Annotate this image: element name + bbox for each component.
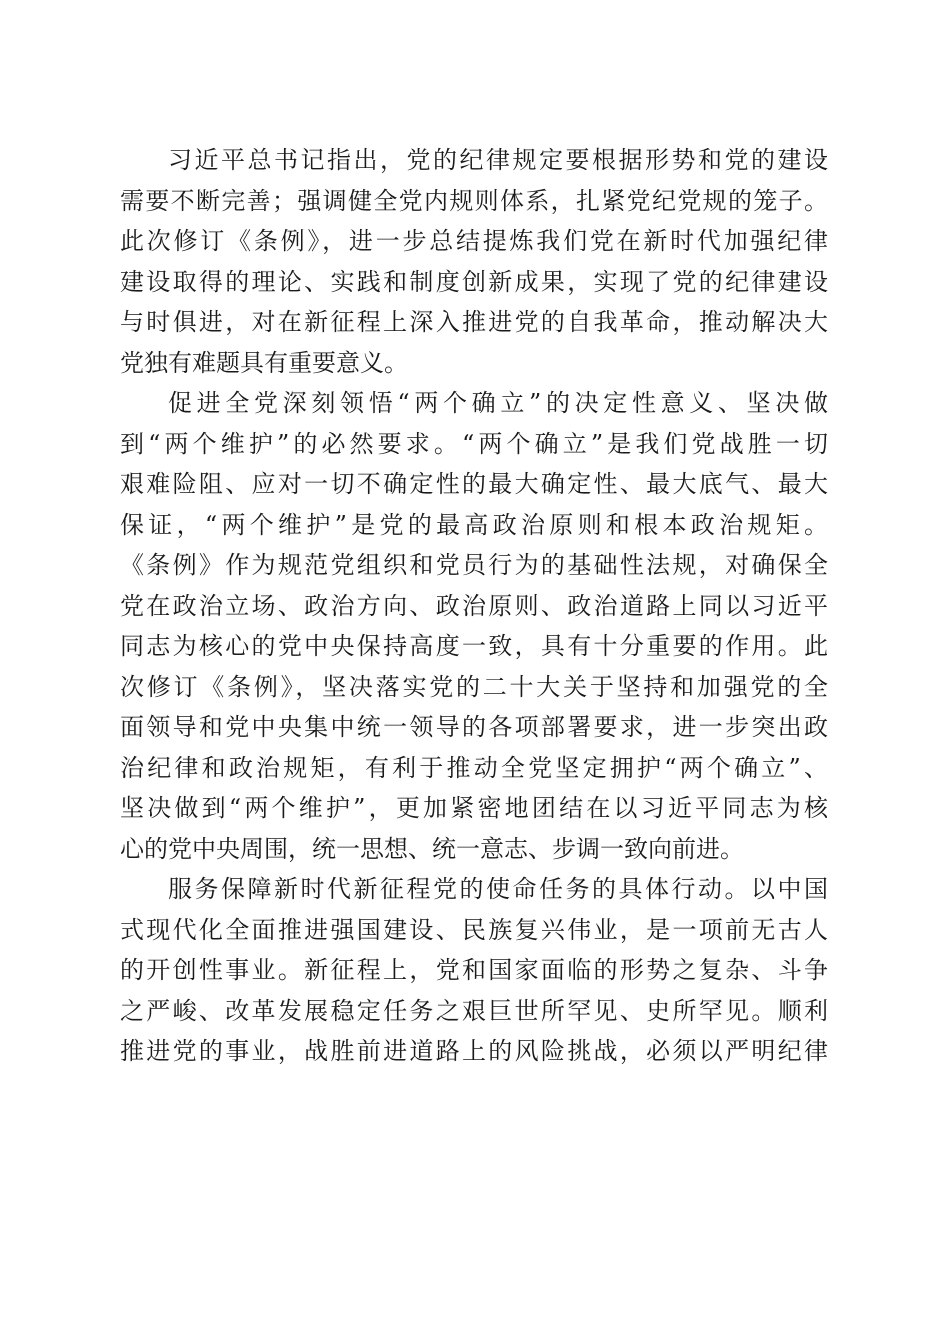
text-line: 艰难险阻、应对一切不确定性的最大确定性、最大底气、最大 [120, 470, 828, 498]
text-line: 之严峻、改革发展稳定任务之艰巨世所罕见、史所罕见。顺利 [120, 996, 828, 1025]
text-line: 《条例》作为规范党组织和党员行为的基础性法规，对确保全 [120, 551, 828, 579]
text-line: 党在政治立场、政治方向、政治原则、政治道路上同以习近平 [120, 591, 828, 620]
text-line: 习近平总书记指出，党的纪律规定要根据形势和党的建设 [168, 146, 828, 174]
text-line: 到“两个维护”的必然要求。“两个确立”是我们党战胜一切 [120, 429, 828, 458]
text-line: 与时俱进，对在新征程上深入推进党的自我革命，推动解决大 [120, 308, 828, 336]
text-line: 的开创性事业。新征程上，党和国家面临的形势之复杂、斗争 [120, 956, 828, 984]
text-line: 式现代化全面推进强国建设、民族复兴伟业，是一项前无古人 [120, 915, 828, 944]
text-line: 坚决做到“两个维护”，更加紧密地团结在以习近平同志为核 [120, 794, 828, 822]
text-line: 促进全党深刻领悟“两个确立”的决定性意义、坚决做 [168, 389, 828, 417]
text-line: 服务保障新时代新征程党的使命任务的具体行动。以中国 [168, 875, 828, 903]
text-line: 建设取得的理论、实践和制度创新成果，实现了党的纪律建设 [120, 267, 828, 296]
text-line: 心的党中央周围，统一思想、统一意志、步调一致向前进。 [120, 834, 744, 863]
text-line: 同志为核心的党中央保持高度一致，具有十分重要的作用。此 [120, 632, 828, 660]
paragraph-1 [120, 140, 828, 383]
text-line: 保证，“两个维护”是党的最高政治原则和根本政治规矩。 [120, 510, 828, 539]
text-line: 党独有难题具有重要意义。 [120, 348, 408, 377]
text-line: 次修订《条例》，坚决落实党的二十大关于坚持和加强党的全 [120, 672, 828, 701]
body-text [120, 140, 828, 1072]
text-line: 治纪律和政治规矩，有利于推动全党坚定拥护“两个确立”、 [120, 753, 828, 782]
text-line: 面领导和党中央集中统一领导的各项部署要求，进一步突出政 [120, 713, 828, 741]
text-line: 此次修订《条例》，进一步总结提炼我们党在新时代加强纪律 [120, 227, 828, 255]
text-line: 推进党的事业，战胜前进道路上的风险挑战，必须以严明纪律 [120, 1037, 828, 1065]
text-line: 需要不断完善；强调健全党内规则体系，扎紧党纪党规的笼子。 [120, 186, 828, 215]
paragraph-2 [120, 383, 828, 869]
paragraph-3 [120, 869, 828, 1072]
